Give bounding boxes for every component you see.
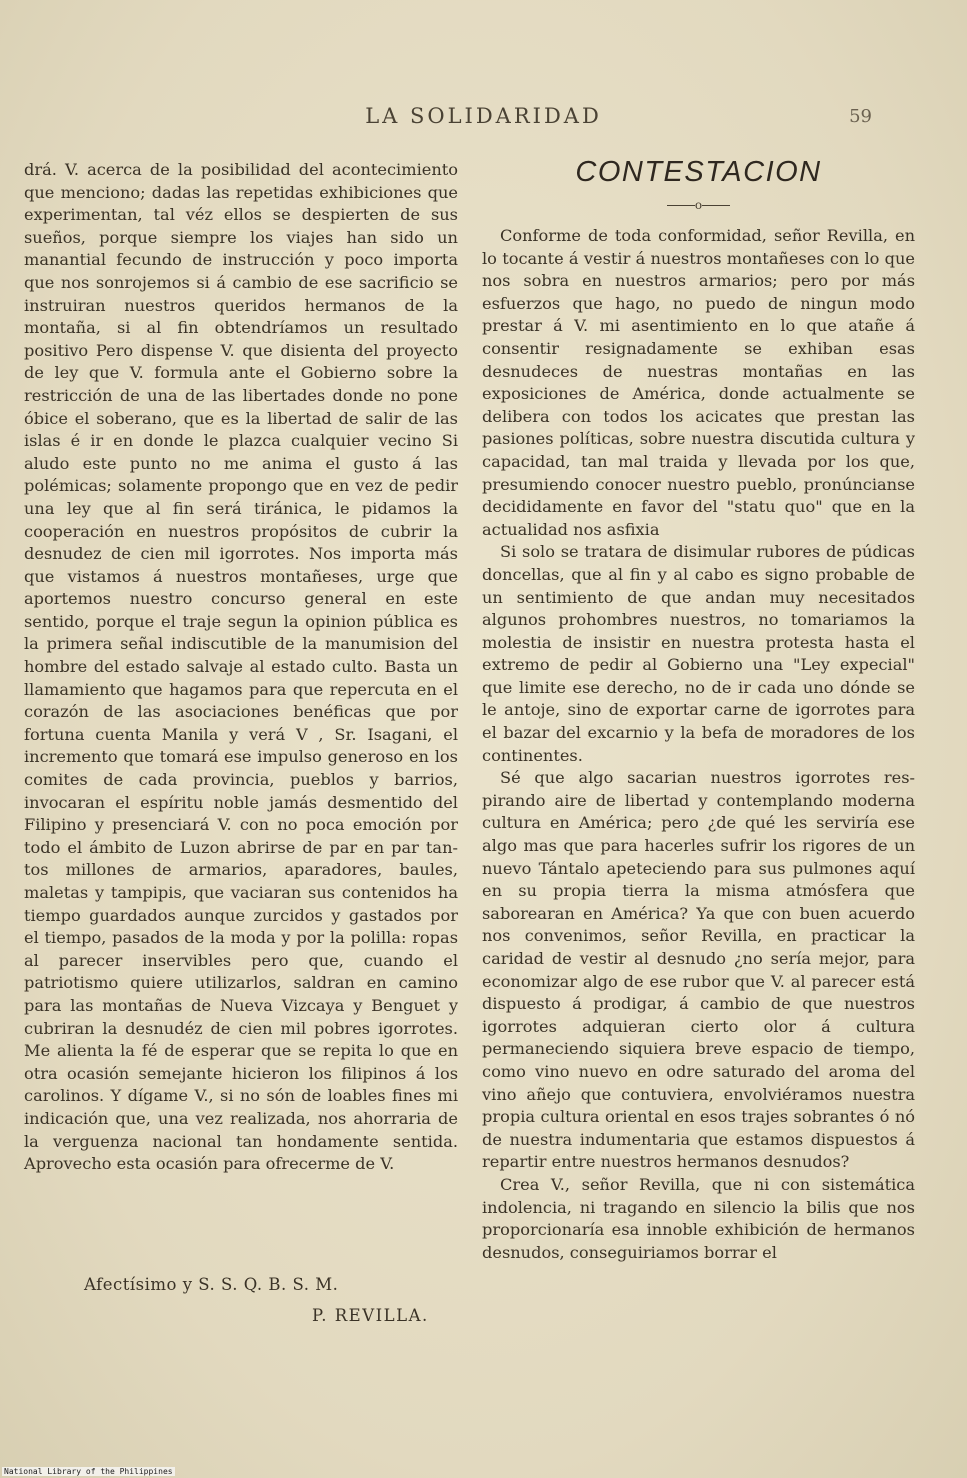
- right-paragraph-1: Conforme de toda conformidad, señor Revilla, en lo tocante á vestir á nuestros montañeses con lo que nos sobra en nuestros armarios; pero por más esfuerzos que hago, no puedo de ningun modo prestar á V. mi asentimiento en lo que atañe á consentir resignadamente se exhiban esas desnudeces de nuestras montañas en las exposiciones de América, donde actualmente se delibera con todos los acicates que prestan las pasiones políticas, sobre nuestra discutida cultura y capacidad, tan mal traida y llevada por los que, presumiendo conocer nuestro pueblo, pronúncianse decididamente en favor del "statu quo" que en la actualidad nos asfixia: [482, 226, 915, 539]
- publication-title: LA SOLIDARIDAD: [365, 104, 602, 128]
- right-paragraph-4: Crea V., señor Revilla, que ni con sistemática indolencia, ni tragando en silencio la bilis que nos proporcionaría esa innoble exhibición de hermanos desnudos, conseguiriamos borrar el: [482, 1174, 915, 1262]
- title-divider: [482, 198, 915, 212]
- page-number: 59: [849, 106, 872, 127]
- left-paragraph-1: drá. V. acerca de la posibilidad del acontecimiento que menciono; dadas las repetidas exhibiciones que experimentan, tal véz ellos se despierten de sus sueños, porque siempre los viajes han sido un manantial fecundo de instrucción y poco importa que nos sonrojemos si á cambio de ese sacrificio se instruiran nuestros queridos hermanos de la montaña, si al fin obtendríamos un resultado positivo Pero dispense V. que disienta del proyecto de ley que V. formula ante el Gobierno sobre la restricción de una de las libertades donde no pone óbice el soberano, que es la libertad de salir de las islas é ir en donde le plazca cualquier vecino Si aludo este punto no me anima el gusto á las polémicas; solamente propongo que en vez de pedir una ley que al fin será tiránica, le pidamos la cooperación en nuestros propósitos de cubrir la desnudez de cien mil igorrotes. Nos importa más que vistamos á nuestros montañeses, urge que aportemos nuestro concurso general en este sentido, porque el traje segun la opinion pública es la primera señal indiscutible de la manumision del hombre del estado salvaje al estado culto. Basta un llamamiento que hagamos para que repercuta en el corazón de las asociaciones benéficas que por fortuna cuenta Manila y verá V , Sr. Isagani, el incremento que tomará ese impulso generoso en los comites de cada provincia, pueblos y barrios, invocaran el espíritu noble jamás desmentido del Filipino y presenciará V. con no poca emoción por todo el ámbito de Luzon abrirse de par en par tantos millones de armarios, aparadores, baules, maletas y tampipis, que vaciaran sus contenidos ha tiempo guardados aunque zurcidos y gastados por el tiempo, pasados de la moda y por la polilla: ropas al parecer inservibles pero que, cuando el patriotismo quiere utilizarlos, saldran en camino para las montañas de Nueva Vizcaya y Benguet y cubriran la desnudéz de cien mil pobres igorrotes. Me alienta la fé de esperar que se repita lo que en otra ocasión semejante hicieron los filipinos á los carolinos. Y dígame V., si no són de loables fines mi indicación que, una vez realizada, nos ahorraria de la verguenza nacional tan hondamente sentida. Aprovecho esta ocasión para ofrecerme de V.: [24, 160, 458, 1174]
- divider-mark: o: [694, 198, 703, 212]
- article-title: CONTESTACION: [575, 156, 822, 188]
- right-paragraph-3: Sé que algo sacarian nuestros igorrotes respirando aire de libertad y contemplando moderna cultura en América; pero ¿de qué les serviría ese algo mas que para hacerles sufrir los rigores de un nuevo Tántalo apeteciendo para sus pulmones aquí en su propia tierra la misma atmósfera que saborearan en América? Ya que con buen acuerdo nos convenimos, señor Revilla, en practicar la caridad de vestir al desnudo ¿no sería mejor, para economizar algo de ese rubor que V. al parecer está dispuesto á prodigar, á cambio de que nuestros igorrotes adquieran cierto olor á cultura permaneciendo siquiera breve espacio de tiempo, como vino nuevo en odre saturado del aroma del vino añejo que contuviera, envolviéramos nuestra propia cultura oriental en esos trajes sobrantes ó nó de nuestra indumentaria que estamos dispuestos á repartir entre nuestros hermanos desnudos?: [482, 768, 915, 1172]
- letter-closing: Afectísimo y S. S. Q. B. S. M.: [84, 1275, 339, 1294]
- right-column: [482, 225, 915, 1264]
- right-paragraph-2: Si solo se tratara de disimular rubores de púdicas doncellas, que al fin y al cabo es signo probable de un sentimiento de que andan muy necesitados algunos prohombres nuestros, no tomariamos la molestia de insistir en nuestra protesta hasta el extremo de pedir al Gobierno una "Ley expecial" que limite ese derecho, no de ir cada uno dónde se le antoje, sino de exportar carne de igorrotes para el bazar del excarnio y la befa de moradores de los continentes.: [482, 542, 915, 765]
- page-header: [0, 104, 967, 134]
- library-credit: National Library of the Philippines: [4, 1467, 173, 1476]
- letter-signature: P. REVILLA.: [312, 1306, 429, 1325]
- left-column: [24, 159, 458, 1176]
